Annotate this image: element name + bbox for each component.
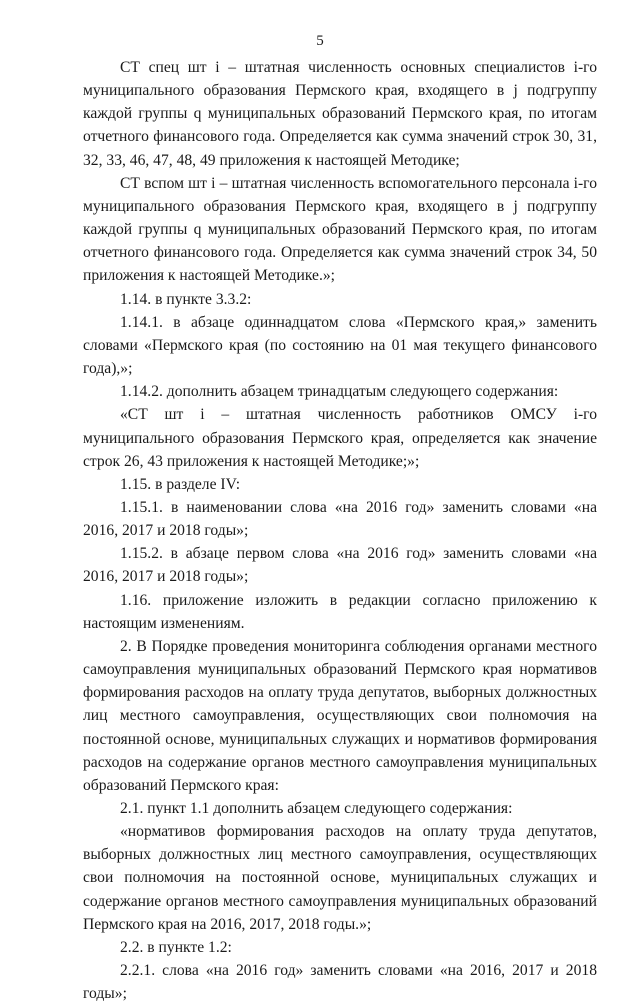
paragraph-2: 2. В Порядке проведения мониторинга соблюдения органами местного самоуправления муниципальных образований Пермского края нормативов формирования расходов на оплату труда депутатов, выборных должностных лиц местного самоуправления, осуществляющих свои полномочия на постоянной основе, муниципальных служащих и нормативов формирования расходов на содержание органов местного самоуправления муниципальных образований Пермского края: (83, 637, 597, 794)
paragraph-1-14: 1.14. в пункте 3.3.2: (120, 290, 252, 308)
page-number: 5 (316, 33, 324, 49)
paragraph-st-sht: «СТ шт i – штатная численность работников ОМСУ i-го муниципального образования Пермского края, определяется как значение строк 26, 43 приложения к настоящей Методике;»; (83, 406, 597, 470)
paragraph-2-2-1: 2.2.1. слова «на 2016 год» заменить словами «на 2016, 2017 и 2018 годы»; (83, 962, 597, 1003)
paragraph-quote-normatives: «нормативов формирования расходов на оплату труда депутатов, выборных должностных лиц местного самоуправления, осуществляющих свои полномочия на постоянной основе, муниципальных служащих и содержание органов местного самоуправления муниципальных образований Пермского края на 2016, 2017, 2018 годы.»; (83, 823, 597, 933)
paragraph-1-15-1: 1.15.1. в наименовании слова «на 2016 год» заменить словами «на 2016, 2017 и 2018 годы»; (83, 498, 597, 540)
paragraph-st-vspom: СТ вспом шт i – штатная численность вспомогательного персонала i-го муниципального образования Пермского края, входящего в j подгруппу каждой группы q муниципальных образований Пермского края, по итогам отчетного финансового года. Определяется как сумма значений строк 34, 50 приложения к настоящей Методике.»; (83, 174, 597, 285)
paragraph-st-spec: СТ спец шт i – штатная численность основных специалистов i-го муниципального образования Пермского края, входящего в j подгруппу каждой группы q муниципальных образований Пермского края, по итогам отчетного финансового года. Определяется как сумма значений строк 30, 31, 32, 33, 46, 47, 48, 49 приложения к настоящей Методике; (83, 59, 597, 169)
paragraph-1-16: 1.16. приложение изложить в редакции согласно приложению к настоящим изменениям. (83, 591, 597, 632)
paragraph-1-15: 1.15. в разделе IV: (120, 475, 241, 493)
paragraph-2-2: 2.2. в пункте 1.2: (120, 938, 232, 956)
paragraph-1-14-1: 1.14.1. в абзаце одиннадцатом слова «Пермского края,» заменить словами «Пермского края (по состоянию на 01 мая текущего финансового года),»; (83, 313, 597, 378)
document-body (83, 56, 597, 1005)
paragraph-1-15-2: 1.15.2. в абзаце первом слова «на 2016 год» заменить словами «на 2016, 2017 и 2018 годы»; (83, 545, 597, 586)
paragraph-2-1: 2.1. пункт 1.1 дополнить абзацем следующего содержания: (120, 800, 513, 817)
paragraph-1-14-2: 1.14.2. дополнить абзацем тринадцатым следующего содержания: (120, 383, 559, 401)
